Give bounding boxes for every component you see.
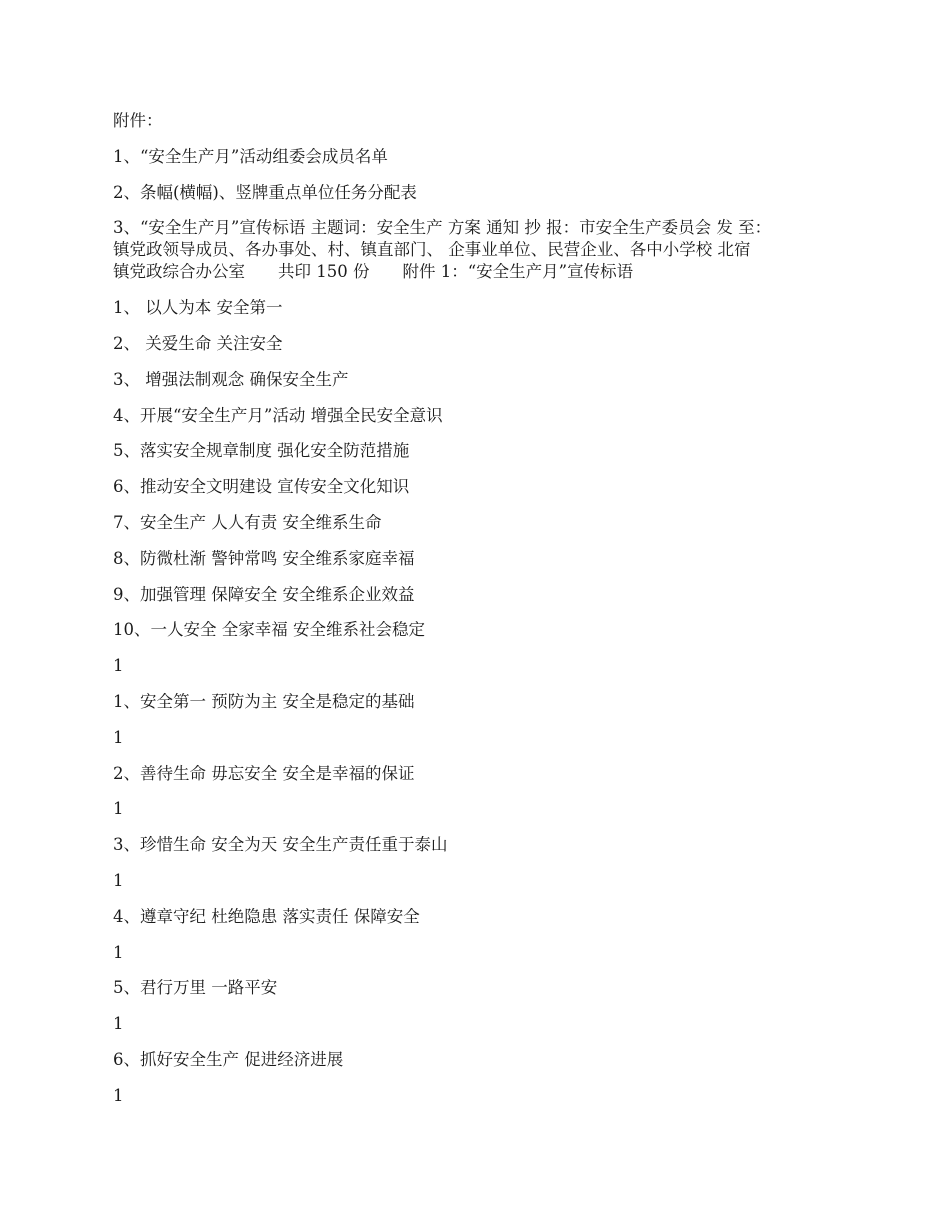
slogan-item: 3、 增强法制观念 确保安全生产 [113, 369, 349, 389]
slogan-item: 7、安全生产 人人有责 安全维系生命 [113, 512, 382, 532]
page-number: 1 [113, 727, 124, 747]
page-number: 1 [113, 656, 124, 676]
slogan-item: 4、开展“安全生产月”活动 增强全民安全意识 [113, 405, 443, 425]
slogan-item: 9、加强管理 保障安全 安全维系企业效益 [113, 584, 415, 604]
slogan-item: 8、防微杜渐 警钟常鸣 安全维系家庭幸福 [113, 548, 415, 568]
slogan-item: 1、 以人为本 安全第一 [113, 298, 283, 318]
attachment-item: 2、条幅(横幅)、竖牌重点单位任务分配表 [113, 182, 417, 202]
slogan-item: 2、善待生命 毋忘安全 安全是幸福的保证 [113, 763, 415, 783]
slogan-item: 6、抓好安全生产 促进经济进展 [113, 1049, 344, 1069]
attachment-item: 1、“安全生产月”活动组委会成员名单 [113, 146, 388, 166]
page-number: 1 [113, 1085, 124, 1105]
attachment-heading: 附件： [113, 111, 163, 130]
page-number: 1 [113, 870, 124, 890]
page-number: 1 [113, 799, 124, 819]
slogan-item: 5、君行万里 一路平安 [113, 978, 278, 998]
slogan-item: 4、遵章守纪 杜绝隐患 落实责任 保障安全 [113, 906, 420, 926]
page-number: 1 [113, 1014, 124, 1034]
notice-line: 镇党政领导成员、各办事处、村、镇直部门、 企事业单位、民营企业、各中小学校 北宿 [113, 240, 751, 260]
notice-line: 镇党政综合办公室 共印 150 份 附件 1：“安全生产月”宣传标语 [113, 262, 634, 282]
slogan-item: 2、 关爱生命 关注安全 [113, 333, 283, 353]
notice-paragraph [113, 217, 833, 283]
page-number: 1 [113, 942, 124, 962]
slogan-item: 1、安全第一 预防为主 安全是稳定的基础 [113, 691, 415, 711]
notice-line: 3、“安全生产月”宣传标语 主题词：安全生产 方案 通知 抄 报：市安全生产委员会 发 至： [113, 218, 772, 238]
slogan-item: 3、珍惜生命 安全为天 安全生产责任重于泰山 [113, 835, 448, 855]
slogan-item: 10、一人安全 全家幸福 安全维系社会稳定 [113, 620, 425, 640]
slogan-item: 5、落实安全规章制度 强化安全防范措施 [113, 441, 410, 461]
document-page [113, 110, 833, 1121]
slogan-item: 6、推动安全文明建设 宣传安全文化知识 [113, 477, 410, 497]
